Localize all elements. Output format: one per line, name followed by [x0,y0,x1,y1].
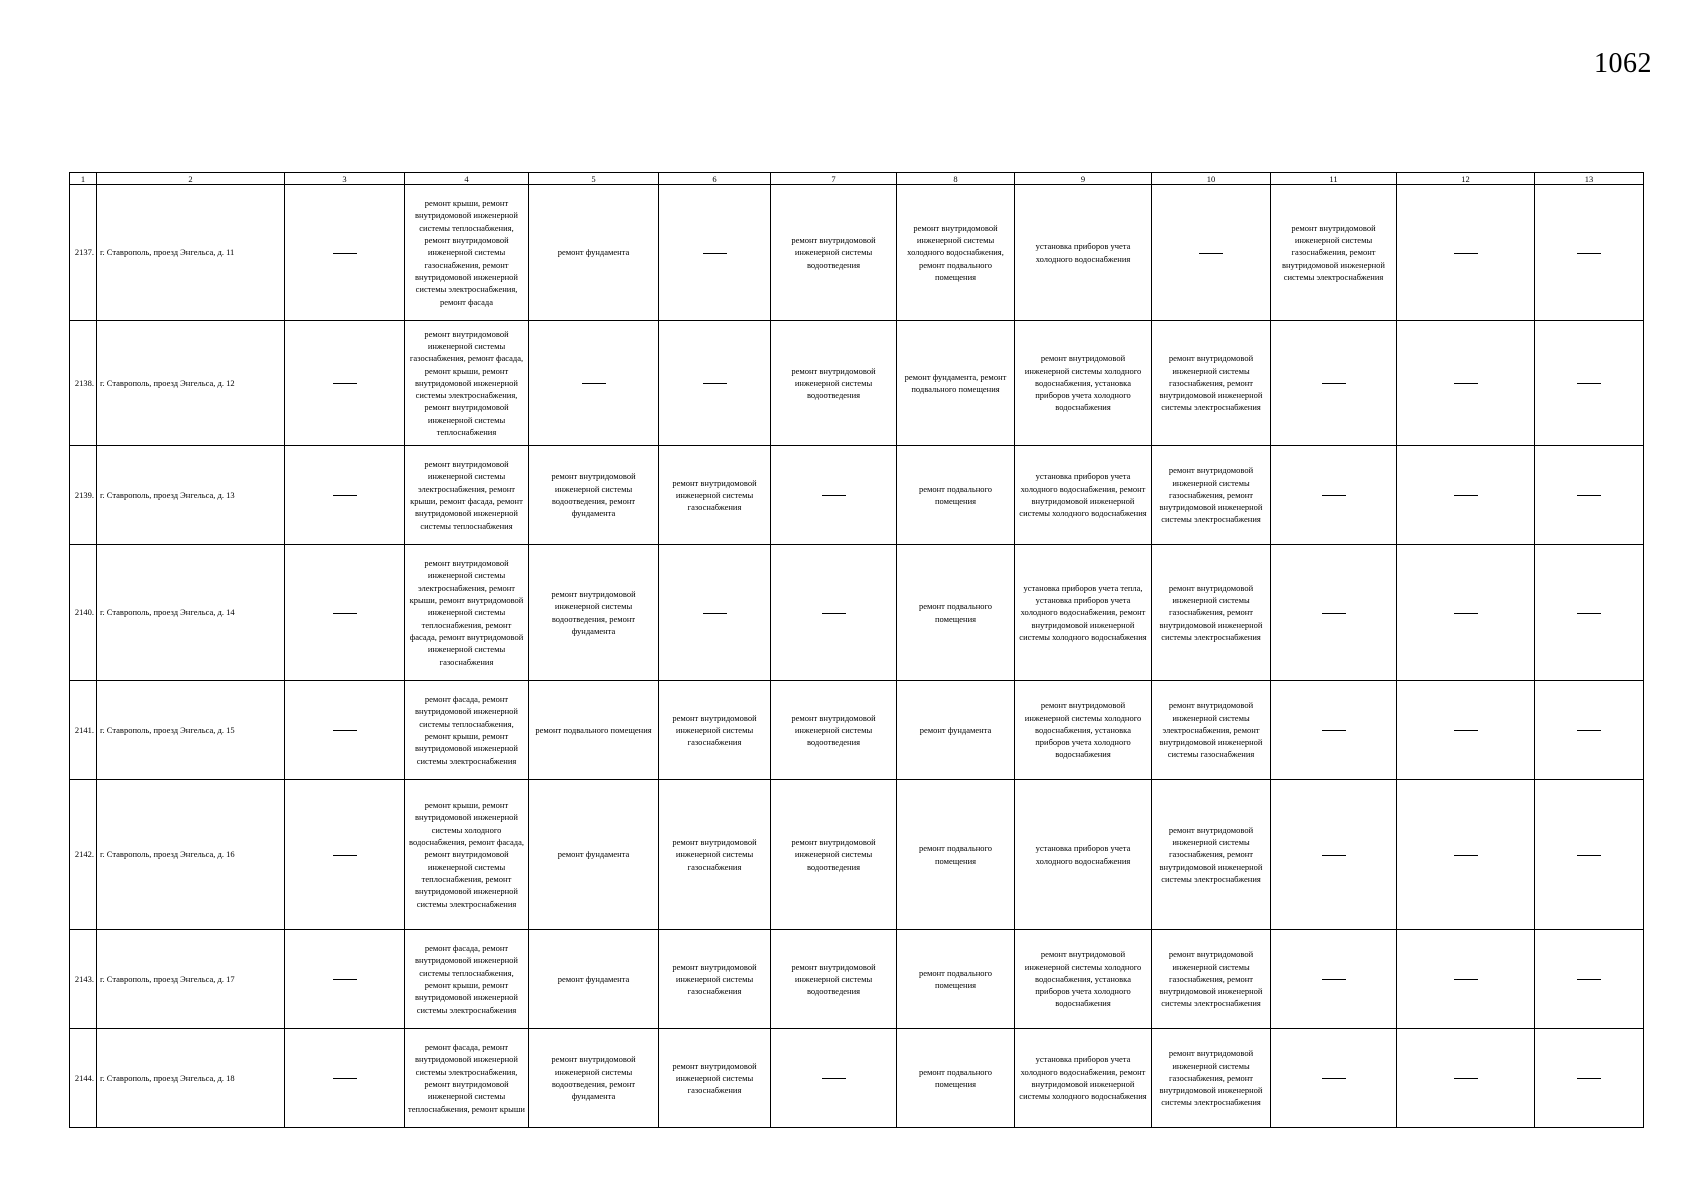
cell-col-13 [1535,185,1644,321]
address-cell: г. Ставрополь, проезд Энгельса, д. 12 [97,321,285,446]
cell-col-6: ремонт внутридомовой инженерной системы газоснабжения [659,780,771,930]
cell-col-7: ремонт внутридомовой инженерной системы водоотведения [771,681,897,780]
table-row [70,446,1644,545]
cell-col-10: ремонт внутридомовой инженерной системы газоснабжения, ремонт внутридомовой инженерной системы электроснабжения [1152,1029,1271,1128]
cell-col-13 [1535,930,1644,1029]
cell-col-4: ремонт внутридомовой инженерной системы электроснабжения, ремонт крыши, ремонт фасада, ремонт внутридомовой инженерной системы теплоснабжения [405,446,529,545]
cell-col-7 [771,446,897,545]
cell-col-12 [1397,780,1535,930]
cell-col-5 [529,321,659,446]
dash-mark [1577,495,1601,496]
dash-mark [1199,253,1223,254]
cell-col-12 [1397,681,1535,780]
dash-mark [703,253,727,254]
cell-col-5: ремонт подвального помещения [529,681,659,780]
cell-col-5: ремонт фундамента [529,780,659,930]
column-number: 6 [659,173,771,185]
cell-col-11 [1271,780,1397,930]
cell-col-10 [1152,185,1271,321]
cell-col-3 [285,930,405,1029]
cell-col-13 [1535,681,1644,780]
cell-col-8: ремонт подвального помещения [897,780,1015,930]
dash-mark [1454,495,1478,496]
cell-col-13 [1535,446,1644,545]
dash-mark [1322,855,1346,856]
dash-mark [333,253,357,254]
cell-col-9: установка приборов учета холодного водоснабжения, ремонт внутридомовой инженерной системы холодного водоснабжения [1015,446,1152,545]
cell-col-8: ремонт фундамента, ремонт подвального помещения [897,321,1015,446]
row-number: 2142. [70,780,97,930]
cell-col-10: ремонт внутридомовой инженерной системы газоснабжения, ремонт внутридомовой инженерной системы электроснабжения [1152,930,1271,1029]
dash-mark [822,1078,846,1079]
cell-col-4: ремонт крыши, ремонт внутридомовой инженерной системы холодного водоснабжения, ремонт фасада, ремонт внутридомовой инженерной системы теплоснабжения, ремонт внутридомовой инженерной системы электроснабжения [405,780,529,930]
cell-col-5: ремонт внутридомовой инженерной системы водоотведения, ремонт фундамента [529,446,659,545]
table-row [70,930,1644,1029]
column-number: 7 [771,173,897,185]
dash-mark [1454,253,1478,254]
cell-col-13 [1535,1029,1644,1128]
cell-col-6: ремонт внутридомовой инженерной системы газоснабжения [659,930,771,1029]
dash-mark [1454,383,1478,384]
cell-col-3 [285,1029,405,1128]
cell-col-7 [771,1029,897,1128]
cell-col-5: ремонт фундамента [529,185,659,321]
cell-col-12 [1397,545,1535,681]
cell-col-3 [285,681,405,780]
cell-col-12 [1397,1029,1535,1128]
cell-col-9: установка приборов учета тепла, установка приборов учета холодного водоснабжения, ремонт внутридомовой инженерной системы холодного водоснабжения [1015,545,1152,681]
table-row [70,545,1644,681]
dash-mark [333,613,357,614]
cell-col-11 [1271,681,1397,780]
address-cell: г. Ставрополь, проезд Энгельса, д. 17 [97,930,285,1029]
cell-col-10: ремонт внутридомовой инженерной системы электроснабжения, ремонт внутридомовой инженерной системы газоснабжения [1152,681,1271,780]
row-number: 2138. [70,321,97,446]
cell-col-11: ремонт внутридомовой инженерной системы газоснабжения, ремонт внутридомовой инженерной системы электроснабжения [1271,185,1397,321]
column-number: 2 [97,173,285,185]
cell-col-11 [1271,545,1397,681]
column-number: 13 [1535,173,1644,185]
dash-mark [822,613,846,614]
cell-col-4: ремонт фасада, ремонт внутридомовой инженерной системы теплоснабжения, ремонт крыши, ремонт внутридомовой инженерной системы электроснабжения [405,930,529,1029]
row-number: 2140. [70,545,97,681]
dash-mark [1322,383,1346,384]
repair-schedule-table [69,172,1644,1128]
cell-col-5: ремонт фундамента [529,930,659,1029]
dash-mark [1322,613,1346,614]
cell-col-9: установка приборов учета холодного водоснабжения [1015,185,1152,321]
cell-col-7: ремонт внутридомовой инженерной системы водоотведения [771,185,897,321]
dash-mark [1454,613,1478,614]
cell-col-8: ремонт подвального помещения [897,545,1015,681]
column-number: 1 [70,173,97,185]
dash-mark [333,855,357,856]
dash-mark [1322,495,1346,496]
address-cell: г. Ставрополь, проезд Энгельса, д. 14 [97,545,285,681]
dash-mark [1322,979,1346,980]
column-number: 11 [1271,173,1397,185]
cell-col-13 [1535,545,1644,681]
cell-col-6: ремонт внутридомовой инженерной системы газоснабжения [659,1029,771,1128]
cell-col-6: ремонт внутридомовой инженерной системы газоснабжения [659,681,771,780]
dash-mark [1577,613,1601,614]
cell-col-7: ремонт внутридомовой инженерной системы водоотведения [771,930,897,1029]
cell-col-5: ремонт внутридомовой инженерной системы водоотведения, ремонт фундамента [529,545,659,681]
address-cell: г. Ставрополь, проезд Энгельса, д. 16 [97,780,285,930]
cell-col-12 [1397,321,1535,446]
cell-col-3 [285,780,405,930]
cell-col-7 [771,545,897,681]
cell-col-8: ремонт фундамента [897,681,1015,780]
column-number: 12 [1397,173,1535,185]
dash-mark [333,383,357,384]
cell-col-13 [1535,780,1644,930]
dash-mark [1454,730,1478,731]
row-number: 2141. [70,681,97,780]
cell-col-4: ремонт крыши, ремонт внутридомовой инженерной системы теплоснабжения, ремонт внутридомовой инженерной системы газоснабжения, ремонт внутридомовой инженерной системы электроснабжения, ремонт фасада [405,185,529,321]
cell-col-10: ремонт внутридомовой инженерной системы газоснабжения, ремонт внутридомовой инженерной системы электроснабжения [1152,780,1271,930]
dash-mark [1454,855,1478,856]
cell-col-4: ремонт фасада, ремонт внутридомовой инженерной системы электроснабжения, ремонт внутридомовой инженерной системы теплоснабжения, ремонт крыши [405,1029,529,1128]
table-row [70,321,1644,446]
cell-col-11 [1271,446,1397,545]
cell-col-9: установка приборов учета холодного водоснабжения [1015,780,1152,930]
dash-mark [582,383,606,384]
dash-mark [1577,383,1601,384]
cell-col-6 [659,321,771,446]
cell-col-6 [659,185,771,321]
column-number: 3 [285,173,405,185]
column-number: 9 [1015,173,1152,185]
dash-mark [1577,730,1601,731]
table-row [70,1029,1644,1128]
dash-mark [1577,1078,1601,1079]
cell-col-3 [285,545,405,681]
cell-col-5: ремонт внутридомовой инженерной системы водоотведения, ремонт фундамента [529,1029,659,1128]
cell-col-8: ремонт подвального помещения [897,446,1015,545]
address-cell: г. Ставрополь, проезд Энгельса, д. 13 [97,446,285,545]
cell-col-8: ремонт внутридомовой инженерной системы холодного водоснабжения, ремонт подвального помещения [897,185,1015,321]
cell-col-4: ремонт внутридомовой инженерной системы газоснабжения, ремонт фасада, ремонт крыши, ремонт внутридомовой инженерной системы электроснабжения, ремонт внутридомовой инженерной системы теплоснабжения [405,321,529,446]
row-number: 2139. [70,446,97,545]
cell-col-10: ремонт внутридомовой инженерной системы газоснабжения, ремонт внутридомовой инженерной системы электроснабжения [1152,446,1271,545]
column-number-header [70,173,1644,185]
column-number: 8 [897,173,1015,185]
dash-mark [703,383,727,384]
dash-mark [1322,730,1346,731]
cell-col-12 [1397,930,1535,1029]
cell-col-6: ремонт внутридомовой инженерной системы газоснабжения [659,446,771,545]
cell-col-7: ремонт внутридомовой инженерной системы водоотведения [771,321,897,446]
column-number: 5 [529,173,659,185]
address-cell: г. Ставрополь, проезд Энгельса, д. 11 [97,185,285,321]
cell-col-9: ремонт внутридомовой инженерной системы холодного водоснабжения, установка приборов учета холодного водоснабжения [1015,321,1152,446]
cell-col-4: ремонт внутридомовой инженерной системы электроснабжения, ремонт крыши, ремонт внутридомовой инженерной системы теплоснабжения, ремонт фасада, ремонт внутридомовой инженерной системы газоснабжения [405,545,529,681]
cell-col-3 [285,446,405,545]
cell-col-11 [1271,930,1397,1029]
dash-mark [333,495,357,496]
dash-mark [1577,855,1601,856]
column-number: 10 [1152,173,1271,185]
cell-col-11 [1271,321,1397,446]
cell-col-9: ремонт внутридомовой инженерной системы холодного водоснабжения, установка приборов учета холодного водоснабжения [1015,930,1152,1029]
dash-mark [1454,1078,1478,1079]
cell-col-8: ремонт подвального помещения [897,930,1015,1029]
table-row [70,681,1644,780]
dash-mark [333,730,357,731]
row-number: 2143. [70,930,97,1029]
cell-col-12 [1397,185,1535,321]
table-row [70,185,1644,321]
dash-mark [333,1078,357,1079]
address-cell: г. Ставрополь, проезд Энгельса, д. 18 [97,1029,285,1128]
cell-col-8: ремонт подвального помещения [897,1029,1015,1128]
cell-col-10: ремонт внутридомовой инженерной системы газоснабжения, ремонт внутридомовой инженерной системы электроснабжения [1152,545,1271,681]
row-number: 2144. [70,1029,97,1128]
dash-mark [333,979,357,980]
cell-col-10: ремонт внутридомовой инженерной системы газоснабжения, ремонт внутридомовой инженерной системы электроснабжения [1152,321,1271,446]
cell-col-11 [1271,1029,1397,1128]
cell-col-6 [659,545,771,681]
dash-mark [822,495,846,496]
cell-col-12 [1397,446,1535,545]
row-number: 2137. [70,185,97,321]
dash-mark [1322,1078,1346,1079]
table-row [70,780,1644,930]
cell-col-13 [1535,321,1644,446]
cell-col-7: ремонт внутридомовой инженерной системы водоотведения [771,780,897,930]
cell-col-3 [285,185,405,321]
cell-col-9: установка приборов учета холодного водоснабжения, ремонт внутридомовой инженерной системы холодного водоснабжения [1015,1029,1152,1128]
dash-mark [1577,979,1601,980]
page-number: 1062 [1594,48,1652,79]
dash-mark [1577,253,1601,254]
dash-mark [703,613,727,614]
dash-mark [1454,979,1478,980]
cell-col-4: ремонт фасада, ремонт внутридомовой инженерной системы теплоснабжения, ремонт крыши, ремонт внутридомовой инженерной системы электроснабжения [405,681,529,780]
address-cell: г. Ставрополь, проезд Энгельса, д. 15 [97,681,285,780]
column-number: 4 [405,173,529,185]
cell-col-3 [285,321,405,446]
cell-col-9: ремонт внутридомовой инженерной системы холодного водоснабжения, установка приборов учета холодного водоснабжения [1015,681,1152,780]
